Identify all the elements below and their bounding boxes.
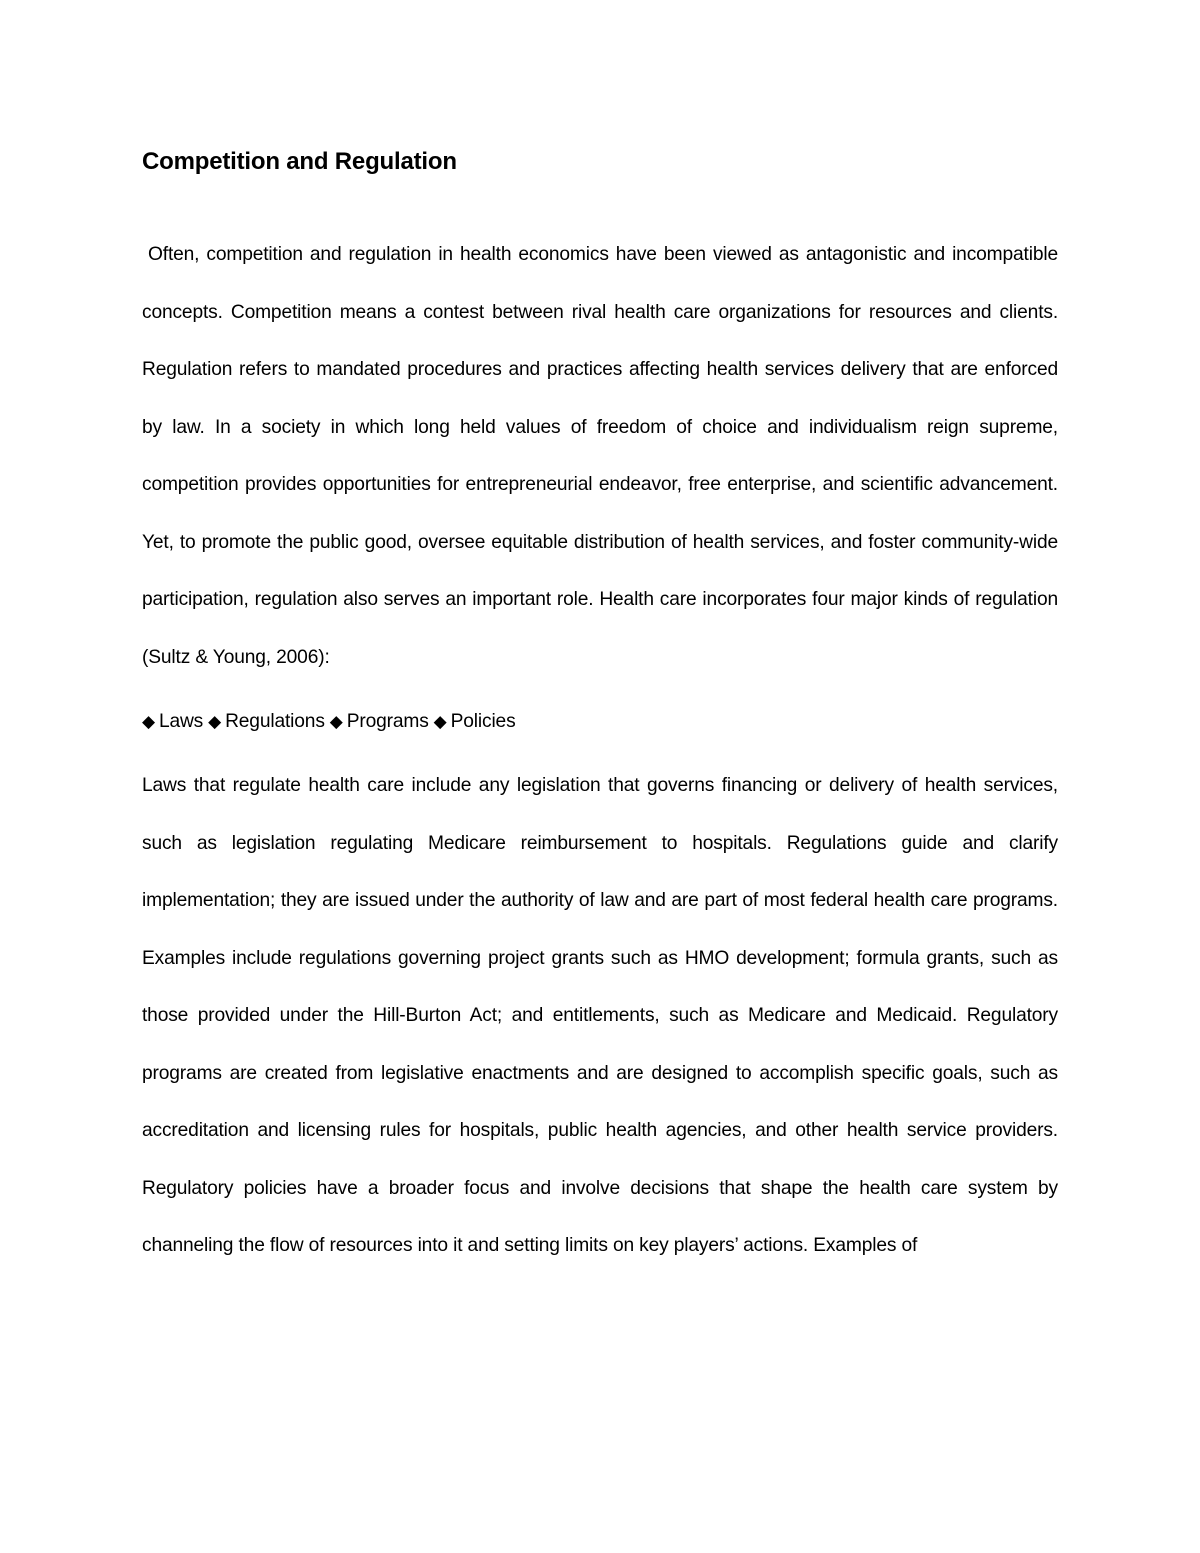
regulation-kinds-list xyxy=(142,702,1058,742)
diamond-bullet-icon: ◆ xyxy=(208,712,222,731)
document-body xyxy=(142,140,1058,1275)
diamond-bullet-icon: ◆ xyxy=(433,712,447,731)
list-item-laws xyxy=(142,702,203,742)
page-title: Competition and Regulation xyxy=(142,148,457,175)
list-item-label: Programs xyxy=(346,711,429,732)
diamond-bullet-icon: ◆ xyxy=(329,712,343,731)
list-item-label: Policies xyxy=(450,711,516,732)
list-item-label: Regulations xyxy=(225,711,325,732)
list-item-policies xyxy=(434,702,516,742)
list-item-regulations xyxy=(208,702,325,742)
list-item-label: Laws xyxy=(158,711,204,732)
intro-paragraph: Often, competition and regulation in health economics have been viewed as antagonistic and incompatible concepts. Competition means a contest between rival health care organizations for resources and clients. Regulation refers to mandated procedures and practices affecting health services delivery that are enforced by law. In a society in which long held values of freedom of choice and individualism reign supreme, competition provides opportunities for entrepreneurial endeavor, free enterprise, and scientific advancement. Yet, to promote the public good, oversee equitable distribution of health services, and foster community-wide participation, regulation also serves an important role. Health care incorporates four major kinds of regulation (Sultz & Young, 2006): xyxy=(142,244,1058,668)
diamond-bullet-icon: ◆ xyxy=(142,712,155,731)
list-item-programs xyxy=(330,702,429,742)
laws-paragraph: Laws that regulate health care include any legislation that governs financing or delivery of health services, such as legislation regulating Medicare reimbursement to hospitals. Regulations guide and clarify implementation; they are issued under the authority of law and are part of most federal health care programs. Examples include regulations governing project grants such as HMO development; formula grants, such as those provided under the Hill-Burton Act; and entitlements, such as Medicare and Medicaid. Regulatory programs are created from legislative enactments and are designed to accomplish specific goals, such as accreditation and licensing rules for hospitals, public health agencies, and other health service providers. Regulatory policies have a broader focus and involve decisions that shape the health care system by channeling the flow of resources into it and setting limits on key players’ actions. Examples of xyxy=(142,775,1058,1256)
